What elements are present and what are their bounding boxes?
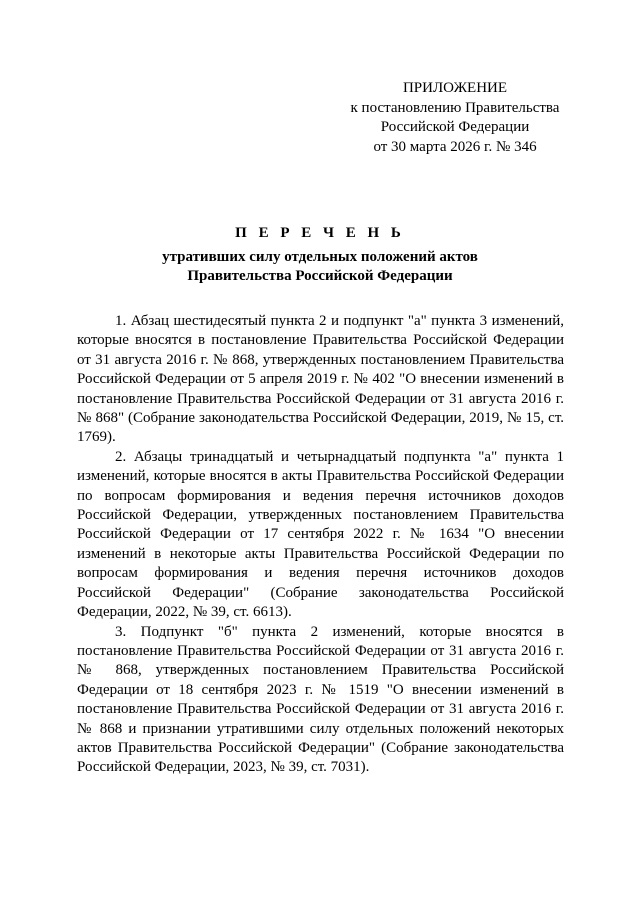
document-subheading	[0, 248, 640, 286]
list-item-3: 3. Подпункт "б" пункта 2 изменений, которые вносятся в постановление Правительства Российской Федерации от 31 августа 2016 г. № 868, утвержденных постановлением Правительства Российской Федерации от 18 сентября 2023 г. № 1519 "О внесении изменений в постановление Правительства Российской Федерации от 31 августа 2016 г. № 868 и признании утратившими силу отдельных положений некоторых актов Правительства Российской Федерации" (Собрание законодательства Российской Федерации, 2023, № 39, ст. 7031).	[77, 623, 564, 776]
document-body	[77, 312, 564, 778]
appendix-line-3: от 30 марта 2026 г. № 346	[373, 138, 537, 155]
appendix-line-2: Российской Федерации	[380, 119, 530, 135]
appendix-line-1: к постановлению Правительства	[350, 99, 560, 116]
subheading-line-2: Правительства Российской Федерации	[187, 268, 453, 284]
document-heading: П Е Р Е Ч Е Н Ь	[235, 225, 405, 241]
subheading-line-1: утративших силу отдельных положений актов	[162, 249, 478, 265]
list-item-1: 1. Абзац шестидесятый пункта 2 и подпункт "а" пункта 3 изменений, которые вносятся в постановление Правительства Российской Федерации от 31 августа 2016 г. № 868, утвержденных постановлением Правительства Российской Федерации от 5 апреля 2019 г. № 402 "О внесении изменений в постановление Правительства Российской Федерации от 31 августа 2016 г. № 868" (Собрание законодательства Российской Федерации, 2019, № 15, ст. 1769).	[77, 313, 564, 446]
appendix-title: ПРИЛОЖЕНИЕ	[402, 80, 508, 96]
list-item-2: 2. Абзацы тринадцатый и четырнадцатый подпункта "а" пункта 1 изменений, которые вносятся в акты Правительства Российской Федерации по вопросам формирования и ведения перечня источников доходов Российской Федерации, утвержденных постановлением Правительства Российской Федерации от 17 сентября 2022 г. № 1634 "О внесении изменений в некоторые акты Правительства Российской Федерации по вопросам формирования и ведения перечня источников доходов Российской Федерации" (Собрание законодательства Российской Федерации, 2022, № 39, ст. 6613).	[77, 448, 564, 621]
